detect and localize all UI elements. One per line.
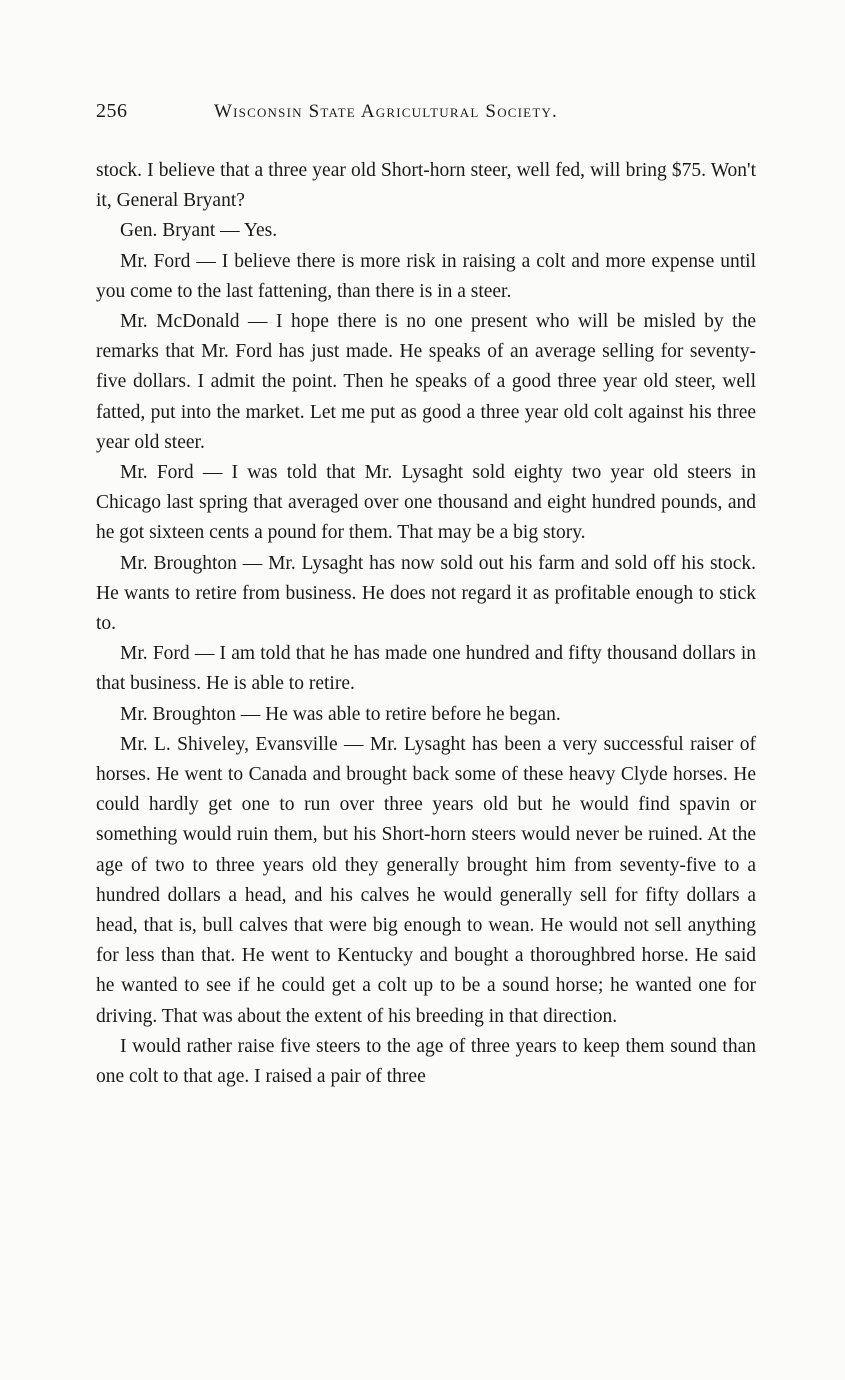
paragraph: Mr. Broughton — He was able to retire before he began. [120, 703, 561, 725]
page-header [96, 100, 756, 130]
paragraph: Mr. Ford — I was told that Mr. Lysaght sold eighty two year old steers in Chicago last spring that averaged over one thousand and eight hundred pounds, and he got sixteen cents a pound for them. That may be a big story. [96, 462, 756, 544]
paragraph: Mr. Broughton — Mr. Lysaght has now sold out his farm and sold off his stock. He wants to retire from business. He does not regard it as profitable enough to stick to. [96, 552, 756, 635]
body-text [96, 156, 756, 1092]
page-number: 256 [96, 100, 128, 122]
paragraph: stock. I believe that a three year old Short-horn steer, well fed, will bring $75. Won't it, General Bryant? [96, 160, 756, 212]
paragraph: Mr. McDonald — I hope there is no one present who will be misled by the remarks that Mr. Ford has just made. He speaks of an average selling for seventy-five dollars. I admit the point. Then he speaks of a good three year old steer, well fatted, put into the market. Let me put as good a three year old colt against his three year old steer. [96, 311, 756, 453]
paragraph: Mr. Ford — I am told that he has made one hundred and fifty thousand dollars in that business. He is able to retire. [96, 643, 756, 695]
running-title: Wisconsin State Agricultural Society. [214, 101, 559, 122]
paragraph: Gen. Bryant — Yes. [120, 220, 278, 242]
paragraph: I would rather raise five steers to the age of three years to keep them sound than one colt to that age. I raised a pair of three [96, 1035, 756, 1088]
paragraph: Mr. L. Shiveley, Evansville — Mr. Lysaght has been a very successful raiser of horses. He went to Canada and brought back some of these heavy Clyde horses. He could hardly get one to run over three years old but he would find spavin or something would ruin them, but his Short-horn steers would never be ruined. At the age of two to three years old they generally brought him from seventy-five to a hundred dollars a head, and his calves he would generally sell for fifty dollars a head, that is, bull calves that were big enough to wean. He would not sell anything for less than that. He went to Kentucky and bought a thoroughbred horse. He said he wanted to see if he could get a colt up to be a sound horse; he wanted one for driving. That was about the extent of his breeding in that direction. [96, 733, 756, 1027]
paragraph: Mr. Ford — I believe there is more risk in raising a colt and more expense until you come to the last fattening, than there is in a steer. [96, 250, 756, 302]
